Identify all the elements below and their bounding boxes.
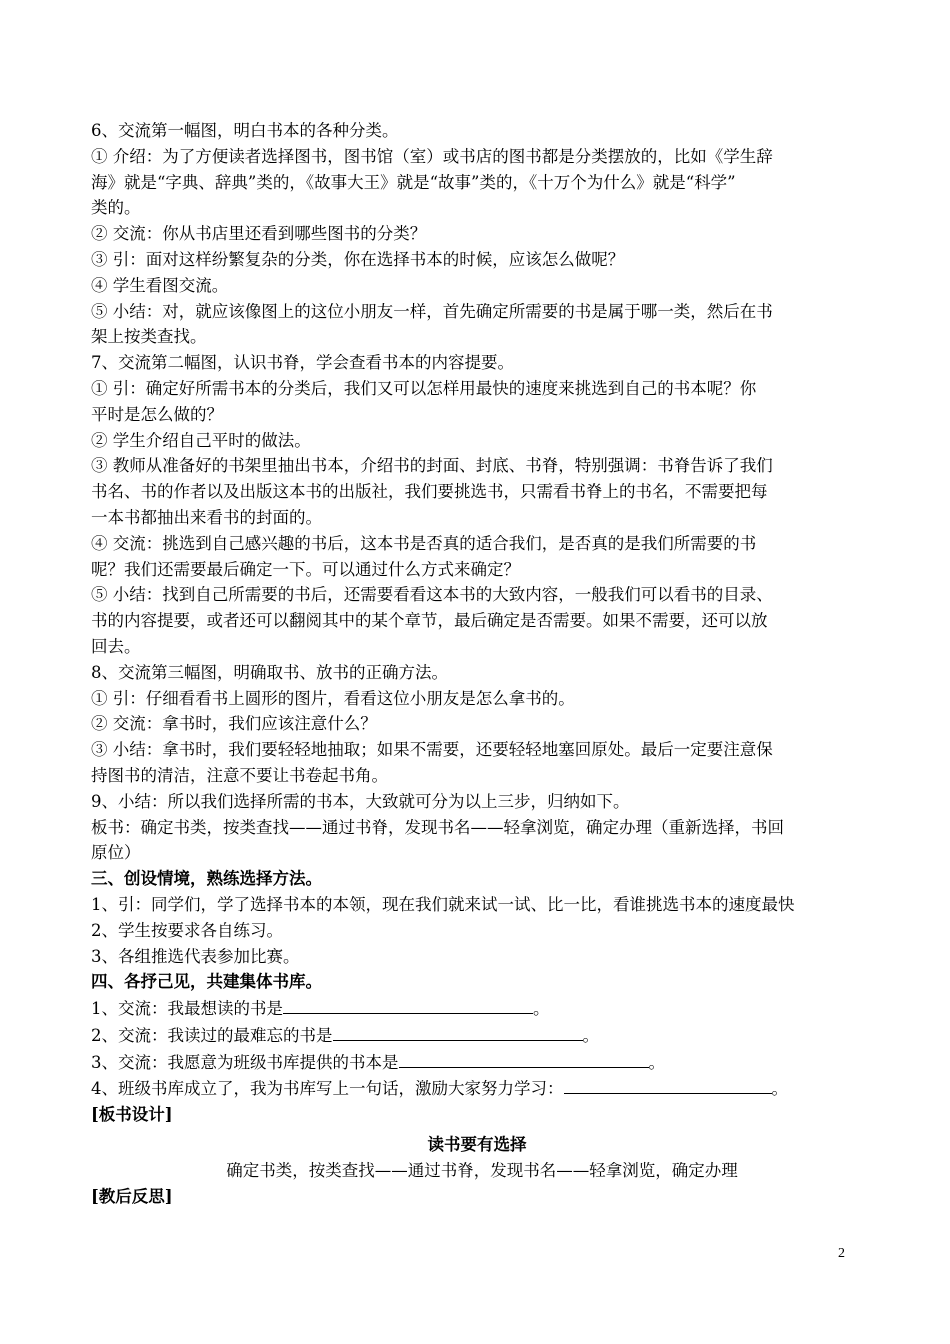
page-number: 2	[838, 1246, 845, 1261]
text-line: 板书：确定书类，按类查找——通过书脊，发现书名——轻拿浏览，确定办理（重新选择，书回	[91, 817, 784, 837]
text-line: ② 交流：拿书时，我们应该注意什么？	[91, 714, 377, 734]
text-line: 7、交流第二幅图，认识书脊，学会查看书本的内容提要。	[91, 353, 514, 373]
document-body	[91, 118, 863, 1209]
text-line: ③ 引：面对这样纷繁复杂的分类，你在选择书本的时候，应该怎么做呢？	[91, 249, 625, 269]
text-line: 回去。	[91, 636, 141, 656]
section-3-item: 3、各组推选代表参加比赛。	[91, 946, 300, 966]
lesson-steps	[91, 118, 863, 866]
section-4-question-2: 2、交流：我读过的最难忘的书是 。	[91, 1022, 863, 1049]
answer-blank[interactable]	[564, 1075, 772, 1094]
text-line: 书的内容提要，或者还可以翻阅其中的某个章节，最后确定是否需要。如果不需要，还可以放	[91, 611, 768, 631]
text-line: ① 介绍：为了方便读者选择图书，图书馆（室）或书店的图书都是分类摆放的，比如《学生辞	[91, 146, 773, 166]
section-4-question-4: 4、班级书库成立了，我为书库写上一句话，激励大家努力学习： 。	[91, 1075, 863, 1102]
text-line: ⑤ 小结：对，就应该像图上的这位小朋友一样，首先确定所需要的书是属于哪一类，然后在书	[91, 301, 773, 321]
reflection-label: [教后反思]	[91, 1186, 173, 1206]
section-3-item: 2、学生按要求各自练习。	[91, 920, 283, 940]
text-line: ④ 交流：挑选到自己感兴趣的书后，这本书是否真的适合我们，是否真的是我们所需要的书	[91, 533, 757, 553]
text-line: 一本书都抽出来看书的封面的。	[91, 507, 322, 527]
text-line: ② 学生介绍自己平时的做法。	[91, 430, 311, 450]
text-line: ① 引：仔细看看书上圆形的图片，看看这位小朋友是怎么拿书的。	[91, 688, 575, 708]
answer-blank[interactable]	[333, 1022, 583, 1041]
answer-blank[interactable]	[283, 995, 533, 1014]
text-line: ② 交流：你从书店里还看到哪些图书的分类？	[91, 224, 427, 244]
text-line: ③ 小结：拿书时，我们要轻轻地抽取；如果不需要，还要轻轻地塞回原处。最后一定要注意保	[91, 740, 773, 760]
text-line: 呢？我们还需要最后确定一下。可以通过什么方式来确定？	[91, 559, 520, 579]
section-4-question-1: 1、交流：我最想读的书是 。	[91, 995, 863, 1022]
board-design-title: 读书要有选择	[427, 1135, 527, 1155]
text-line: 类的。	[91, 198, 141, 218]
text-line: 8、交流第三幅图，明确取书、放书的正确方法。	[91, 662, 448, 682]
board-design-body: 确定书类，按类查找——通过书脊，发现书名——轻拿浏览，确定办理	[226, 1160, 738, 1180]
board-design-label: [板书设计]	[91, 1105, 173, 1125]
text-line: ③ 教师从准备好的书架里抽出书本，介绍书的封面、封底、书脊，特别强调：书脊告诉了我们	[91, 456, 773, 476]
answer-blank[interactable]	[399, 1049, 649, 1068]
text-line: 持图书的清洁，注意不要让书卷起书角。	[91, 765, 388, 785]
text-line: ⑤ 小结：找到自己所需要的书后，还需要看看这本书的大致内容，一般我们可以看书的目录、	[91, 585, 773, 605]
text-line: 原位）	[91, 843, 141, 863]
text-line: ④ 学生看图交流。	[91, 275, 229, 295]
text-line: 海》就是“字典、辞典”类的，《故事大王》就是“故事”类的，《十万个为什么》就是“科学”	[91, 172, 736, 192]
section-4-heading: 四、各抒己见，共建集体书库。	[91, 972, 322, 992]
section-3-heading: 三、创设情境，熟练选择方法。	[91, 869, 322, 889]
text-line: ① 引：确定好所需书本的分类后，我们又可以怎样用最快的速度来挑选到自己的书本呢？你	[91, 378, 757, 398]
text-line: 架上按类查找。	[91, 327, 207, 347]
section-4-question-3: 3、交流：我愿意为班级书库提供的书本是 。	[91, 1049, 863, 1076]
section-3-item: 1、引：同学们，学了选择书本的本领，现在我们就来试一试、比一比，看谁挑选书本的速度最快	[91, 894, 795, 914]
text-line: 平时是怎么做的？	[91, 404, 223, 424]
text-line: 9、小结：所以我们选择所需的书本，大致就可分为以上三步，归纳如下。	[91, 791, 630, 811]
text-line: 6、交流第一幅图，明白书本的各种分类。	[91, 121, 399, 140]
text-line: 书名、书的作者以及出版这本书的出版社，我们要挑选书，只需看书脊上的书名，不需要把每	[91, 482, 768, 502]
